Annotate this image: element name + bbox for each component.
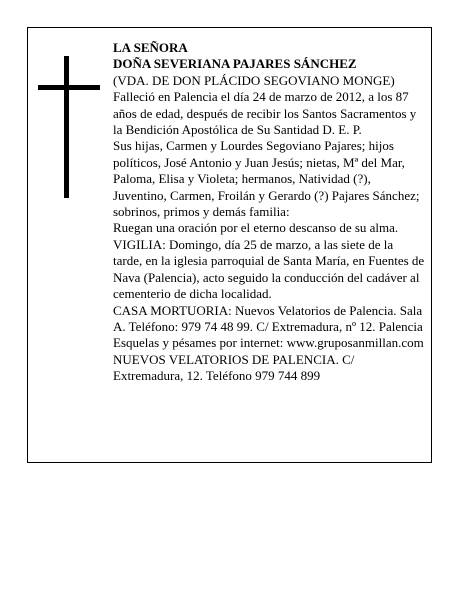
cross-vertical-bar [64, 56, 69, 198]
deceased-name: DOÑA SEVERIANA PAJARES SÁNCHEZ [113, 56, 357, 72]
prayer-request: Ruegan una oración por el eterno descanso de su alma. [113, 220, 399, 236]
online-condolences: Esquelas y pésames por internet: www.gruposanmillan.com [113, 335, 424, 351]
obituary-text [113, 40, 425, 385]
cross-icon [38, 56, 100, 198]
cross-horizontal-bar [38, 85, 100, 90]
funeral-home-info: CASA MORTUORIA: Nuevos Velatorios de Palencia. Sala A. Teléfono: 979 74 48 99. C/ Extremadura, nº 12. Palencia [113, 302, 423, 334]
funeral-home-contact: NUEVOS VELATORIOS DE PALENCIA. C/ Extremadura, 12. Teléfono 979 744 899 [113, 351, 355, 384]
heading-title: LA SEÑORA [113, 40, 188, 55]
death-announcement: Falleció en Palencia el día 24 de marzo de 2012, a los 87 años de edad, después de recibir los Santos Sacramentos y la Bendición Apostólica de Su Santidad D. E. P. [113, 89, 417, 138]
family-list: Sus hijas, Carmen y Lourdes Segoviano Pajares; hijos políticos, José Antonio y Juan Jesús; nietas, Mª del Mar, Paloma, Elisa y Violeta; hermanos, Natividad (?), Juventino, Carmen, Froilán y Gerardo (?) Pajares Sánchez; sobrinos, primos y demás familia: [113, 138, 420, 220]
vigil-info: VIGILIA: Domingo, día 25 de marzo, a las siete de la tarde, en la iglesia parroquial de Santa María, en Fuentes de Nava (Palencia), acto seguido la conducción del cadáver al cementerio de dicha localidad. [113, 236, 425, 302]
widow-of-line: (VDA. DE DON PLÁCIDO SEGOVIANO MONGE) [113, 72, 395, 88]
